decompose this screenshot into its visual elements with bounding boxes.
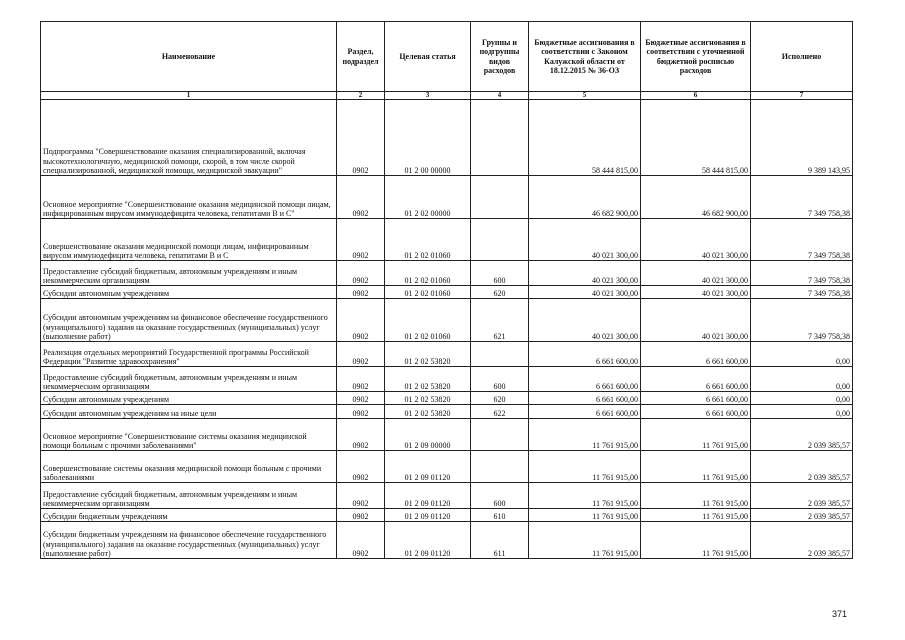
row-article: 01 2 09 01120 xyxy=(385,451,471,483)
row-section: 0902 xyxy=(337,405,385,419)
row-group xyxy=(471,342,529,367)
row-article: 01 2 02 00000 xyxy=(385,176,471,219)
table-row xyxy=(41,451,853,483)
row-executed: 7 349 758,38 xyxy=(751,219,853,261)
row-article: 01 2 02 01060 xyxy=(385,261,471,286)
row-name: Реализация отдельных мероприятий Государственной программы Российской Федерации "Развитие здравоохранения" xyxy=(41,342,337,367)
row-executed: 0,00 xyxy=(751,405,853,419)
row-name: Субсидии автономным учреждениям xyxy=(41,392,337,405)
table-row xyxy=(41,342,853,367)
row-law-allocation: 46 682 900,00 xyxy=(529,176,641,219)
row-article: 01 2 02 01060 xyxy=(385,286,471,299)
table-row xyxy=(41,509,853,522)
row-group xyxy=(471,219,529,261)
row-section: 0902 xyxy=(337,522,385,559)
row-name: Субсидии автономным учреждениям на финансовое обеспечение государственного (муниципального) задания на оказание государственных (муниципальных) услуг (выполнение работ) xyxy=(41,299,337,342)
row-refined-allocation: 40 021 300,00 xyxy=(641,286,751,299)
page-number: 371 xyxy=(832,609,848,619)
column-number: 5 xyxy=(529,92,641,100)
row-law-allocation: 40 021 300,00 xyxy=(529,286,641,299)
row-refined-allocation: 40 021 300,00 xyxy=(641,261,751,286)
row-law-allocation: 58 444 815,00 xyxy=(529,100,641,176)
row-refined-allocation: 46 682 900,00 xyxy=(641,176,751,219)
row-article: 01 2 02 01060 xyxy=(385,299,471,342)
row-group: 600 xyxy=(471,261,529,286)
row-law-allocation: 40 021 300,00 xyxy=(529,219,641,261)
row-refined-allocation: 11 761 915,00 xyxy=(641,522,751,559)
row-executed: 2 039 385,57 xyxy=(751,451,853,483)
row-section: 0902 xyxy=(337,286,385,299)
row-section: 0902 xyxy=(337,451,385,483)
row-section: 0902 xyxy=(337,419,385,451)
row-law-allocation: 11 761 915,00 xyxy=(529,522,641,559)
table-row xyxy=(41,483,853,509)
table-row xyxy=(41,286,853,299)
row-name: Предоставление субсидий бюджетным, автономным учреждениям и иным некоммерческим организациям xyxy=(41,367,337,392)
column-number: 4 xyxy=(471,92,529,100)
row-section: 0902 xyxy=(337,219,385,261)
header-row xyxy=(41,22,853,92)
row-article: 01 2 02 53820 xyxy=(385,342,471,367)
row-group: 620 xyxy=(471,286,529,299)
row-group: 611 xyxy=(471,522,529,559)
header-group: Группы и подгруппы видов расходов xyxy=(471,22,529,92)
row-section: 0902 xyxy=(337,367,385,392)
row-group xyxy=(471,419,529,451)
row-name: Основное мероприятие "Совершенствование системы оказания медицинской помощи больным с прочими заболеваниями" xyxy=(41,419,337,451)
row-article: 01 2 09 01120 xyxy=(385,522,471,559)
table-row xyxy=(41,261,853,286)
row-group: 600 xyxy=(471,483,529,509)
row-law-allocation: 11 761 915,00 xyxy=(529,483,641,509)
row-refined-allocation: 11 761 915,00 xyxy=(641,483,751,509)
column-number: 2 xyxy=(337,92,385,100)
row-name: Субсидии автономным учреждениям на иные цели xyxy=(41,405,337,419)
row-section: 0902 xyxy=(337,261,385,286)
header-section: Раздел, подраздел xyxy=(337,22,385,92)
row-refined-allocation: 11 761 915,00 xyxy=(641,419,751,451)
row-name: Предоставление субсидий бюджетным, автономным учреждениям и иным некоммерческим организациям xyxy=(41,261,337,286)
row-executed: 7 349 758,38 xyxy=(751,299,853,342)
row-group: 622 xyxy=(471,405,529,419)
row-name: Предоставление субсидий бюджетным, автономным учреждениям и иным некоммерческим организациям xyxy=(41,483,337,509)
header-executed: Исполнено xyxy=(751,22,853,92)
row-article: 01 2 09 01120 xyxy=(385,483,471,509)
header-name: Наименование xyxy=(41,22,337,92)
table-row xyxy=(41,419,853,451)
row-name: Совершенствование оказания медицинской помощи лицам, инфицированным вирусом иммунодефицита человека, гепатитами В и С xyxy=(41,219,337,261)
row-group xyxy=(471,451,529,483)
table-row xyxy=(41,299,853,342)
row-section: 0902 xyxy=(337,509,385,522)
row-section: 0902 xyxy=(337,299,385,342)
row-executed: 9 389 143,95 xyxy=(751,100,853,176)
row-refined-allocation: 40 021 300,00 xyxy=(641,219,751,261)
row-executed: 2 039 385,57 xyxy=(751,509,853,522)
row-executed: 0,00 xyxy=(751,367,853,392)
row-executed: 2 039 385,57 xyxy=(751,522,853,559)
row-law-allocation: 6 661 600,00 xyxy=(529,405,641,419)
column-number: 1 xyxy=(41,92,337,100)
row-executed: 0,00 xyxy=(751,392,853,405)
row-refined-allocation: 11 761 915,00 xyxy=(641,509,751,522)
row-refined-allocation: 6 661 600,00 xyxy=(641,342,751,367)
header-law-allocation: Бюджетные ассигнования в соответствии с Законом Калужской области от 18.12.2015 № 36-ОЗ xyxy=(529,22,641,92)
row-name: Субсидии автономным учреждениям xyxy=(41,286,337,299)
table-row xyxy=(41,367,853,392)
column-number: 6 xyxy=(641,92,751,100)
row-name: Основное мероприятие "Совершенствование оказания медицинской помощи лицам, инфицированным вирусом иммунодефицита человека, гепатитами В и С" xyxy=(41,176,337,219)
row-law-allocation: 6 661 600,00 xyxy=(529,367,641,392)
row-refined-allocation: 40 021 300,00 xyxy=(641,299,751,342)
row-refined-allocation: 58 444 815,00 xyxy=(641,100,751,176)
row-law-allocation: 11 761 915,00 xyxy=(529,451,641,483)
row-law-allocation: 40 021 300,00 xyxy=(529,261,641,286)
budget-table xyxy=(40,21,853,559)
row-refined-allocation: 11 761 915,00 xyxy=(641,451,751,483)
row-name: Субсидии бюджетным учреждениям на финансовое обеспечение государственного (муниципального) задания на оказание государственных (муниципальных) услуг (выполнение работ) xyxy=(41,522,337,559)
row-group: 610 xyxy=(471,509,529,522)
row-name: Субсидии бюджетным учреждениям xyxy=(41,509,337,522)
table-row xyxy=(41,522,853,559)
row-section: 0902 xyxy=(337,483,385,509)
table-row xyxy=(41,392,853,405)
row-article: 01 2 02 53820 xyxy=(385,367,471,392)
row-executed: 7 349 758,38 xyxy=(751,176,853,219)
row-article: 01 2 09 00000 xyxy=(385,419,471,451)
row-group xyxy=(471,100,529,176)
table-row xyxy=(41,219,853,261)
row-refined-allocation: 6 661 600,00 xyxy=(641,392,751,405)
row-name: Подпрограмма "Совершенствование оказания специализированной, включая высокотехнологичную, медицинской помощи, скорой, в том числе скорой специализированной, медицинской помощи, медицинской эвакуации" xyxy=(41,100,337,176)
row-group xyxy=(471,176,529,219)
table-body xyxy=(41,100,853,559)
row-group: 620 xyxy=(471,392,529,405)
table-row xyxy=(41,176,853,219)
table-row xyxy=(41,405,853,419)
header-refined-allocation: Бюджетные ассигнования в соответствии с уточненной бюджетной росписью расходов xyxy=(641,22,751,92)
row-section: 0902 xyxy=(337,342,385,367)
row-section: 0902 xyxy=(337,100,385,176)
column-number-row xyxy=(41,92,853,100)
row-executed: 2 039 385,57 xyxy=(751,419,853,451)
row-article: 01 2 02 53820 xyxy=(385,405,471,419)
row-executed: 7 349 758,38 xyxy=(751,286,853,299)
row-section: 0902 xyxy=(337,176,385,219)
row-law-allocation: 11 761 915,00 xyxy=(529,509,641,522)
row-law-allocation: 40 021 300,00 xyxy=(529,299,641,342)
row-section: 0902 xyxy=(337,392,385,405)
row-executed: 0,00 xyxy=(751,342,853,367)
row-group: 600 xyxy=(471,367,529,392)
row-law-allocation: 6 661 600,00 xyxy=(529,392,641,405)
column-number: 7 xyxy=(751,92,853,100)
row-executed: 7 349 758,38 xyxy=(751,261,853,286)
row-law-allocation: 6 661 600,00 xyxy=(529,342,641,367)
row-article: 01 2 09 01120 xyxy=(385,509,471,522)
row-executed: 2 039 385,57 xyxy=(751,483,853,509)
row-law-allocation: 11 761 915,00 xyxy=(529,419,641,451)
row-name: Совершенствование системы оказания медицинской помощи больным с прочими заболеваниями xyxy=(41,451,337,483)
header-article: Целевая статья xyxy=(385,22,471,92)
table-row xyxy=(41,100,853,176)
row-article: 01 2 02 01060 xyxy=(385,219,471,261)
row-article: 01 2 02 53820 xyxy=(385,392,471,405)
row-refined-allocation: 6 661 600,00 xyxy=(641,367,751,392)
row-group: 621 xyxy=(471,299,529,342)
row-refined-allocation: 6 661 600,00 xyxy=(641,405,751,419)
row-article: 01 2 00 00000 xyxy=(385,100,471,176)
column-number: 3 xyxy=(385,92,471,100)
